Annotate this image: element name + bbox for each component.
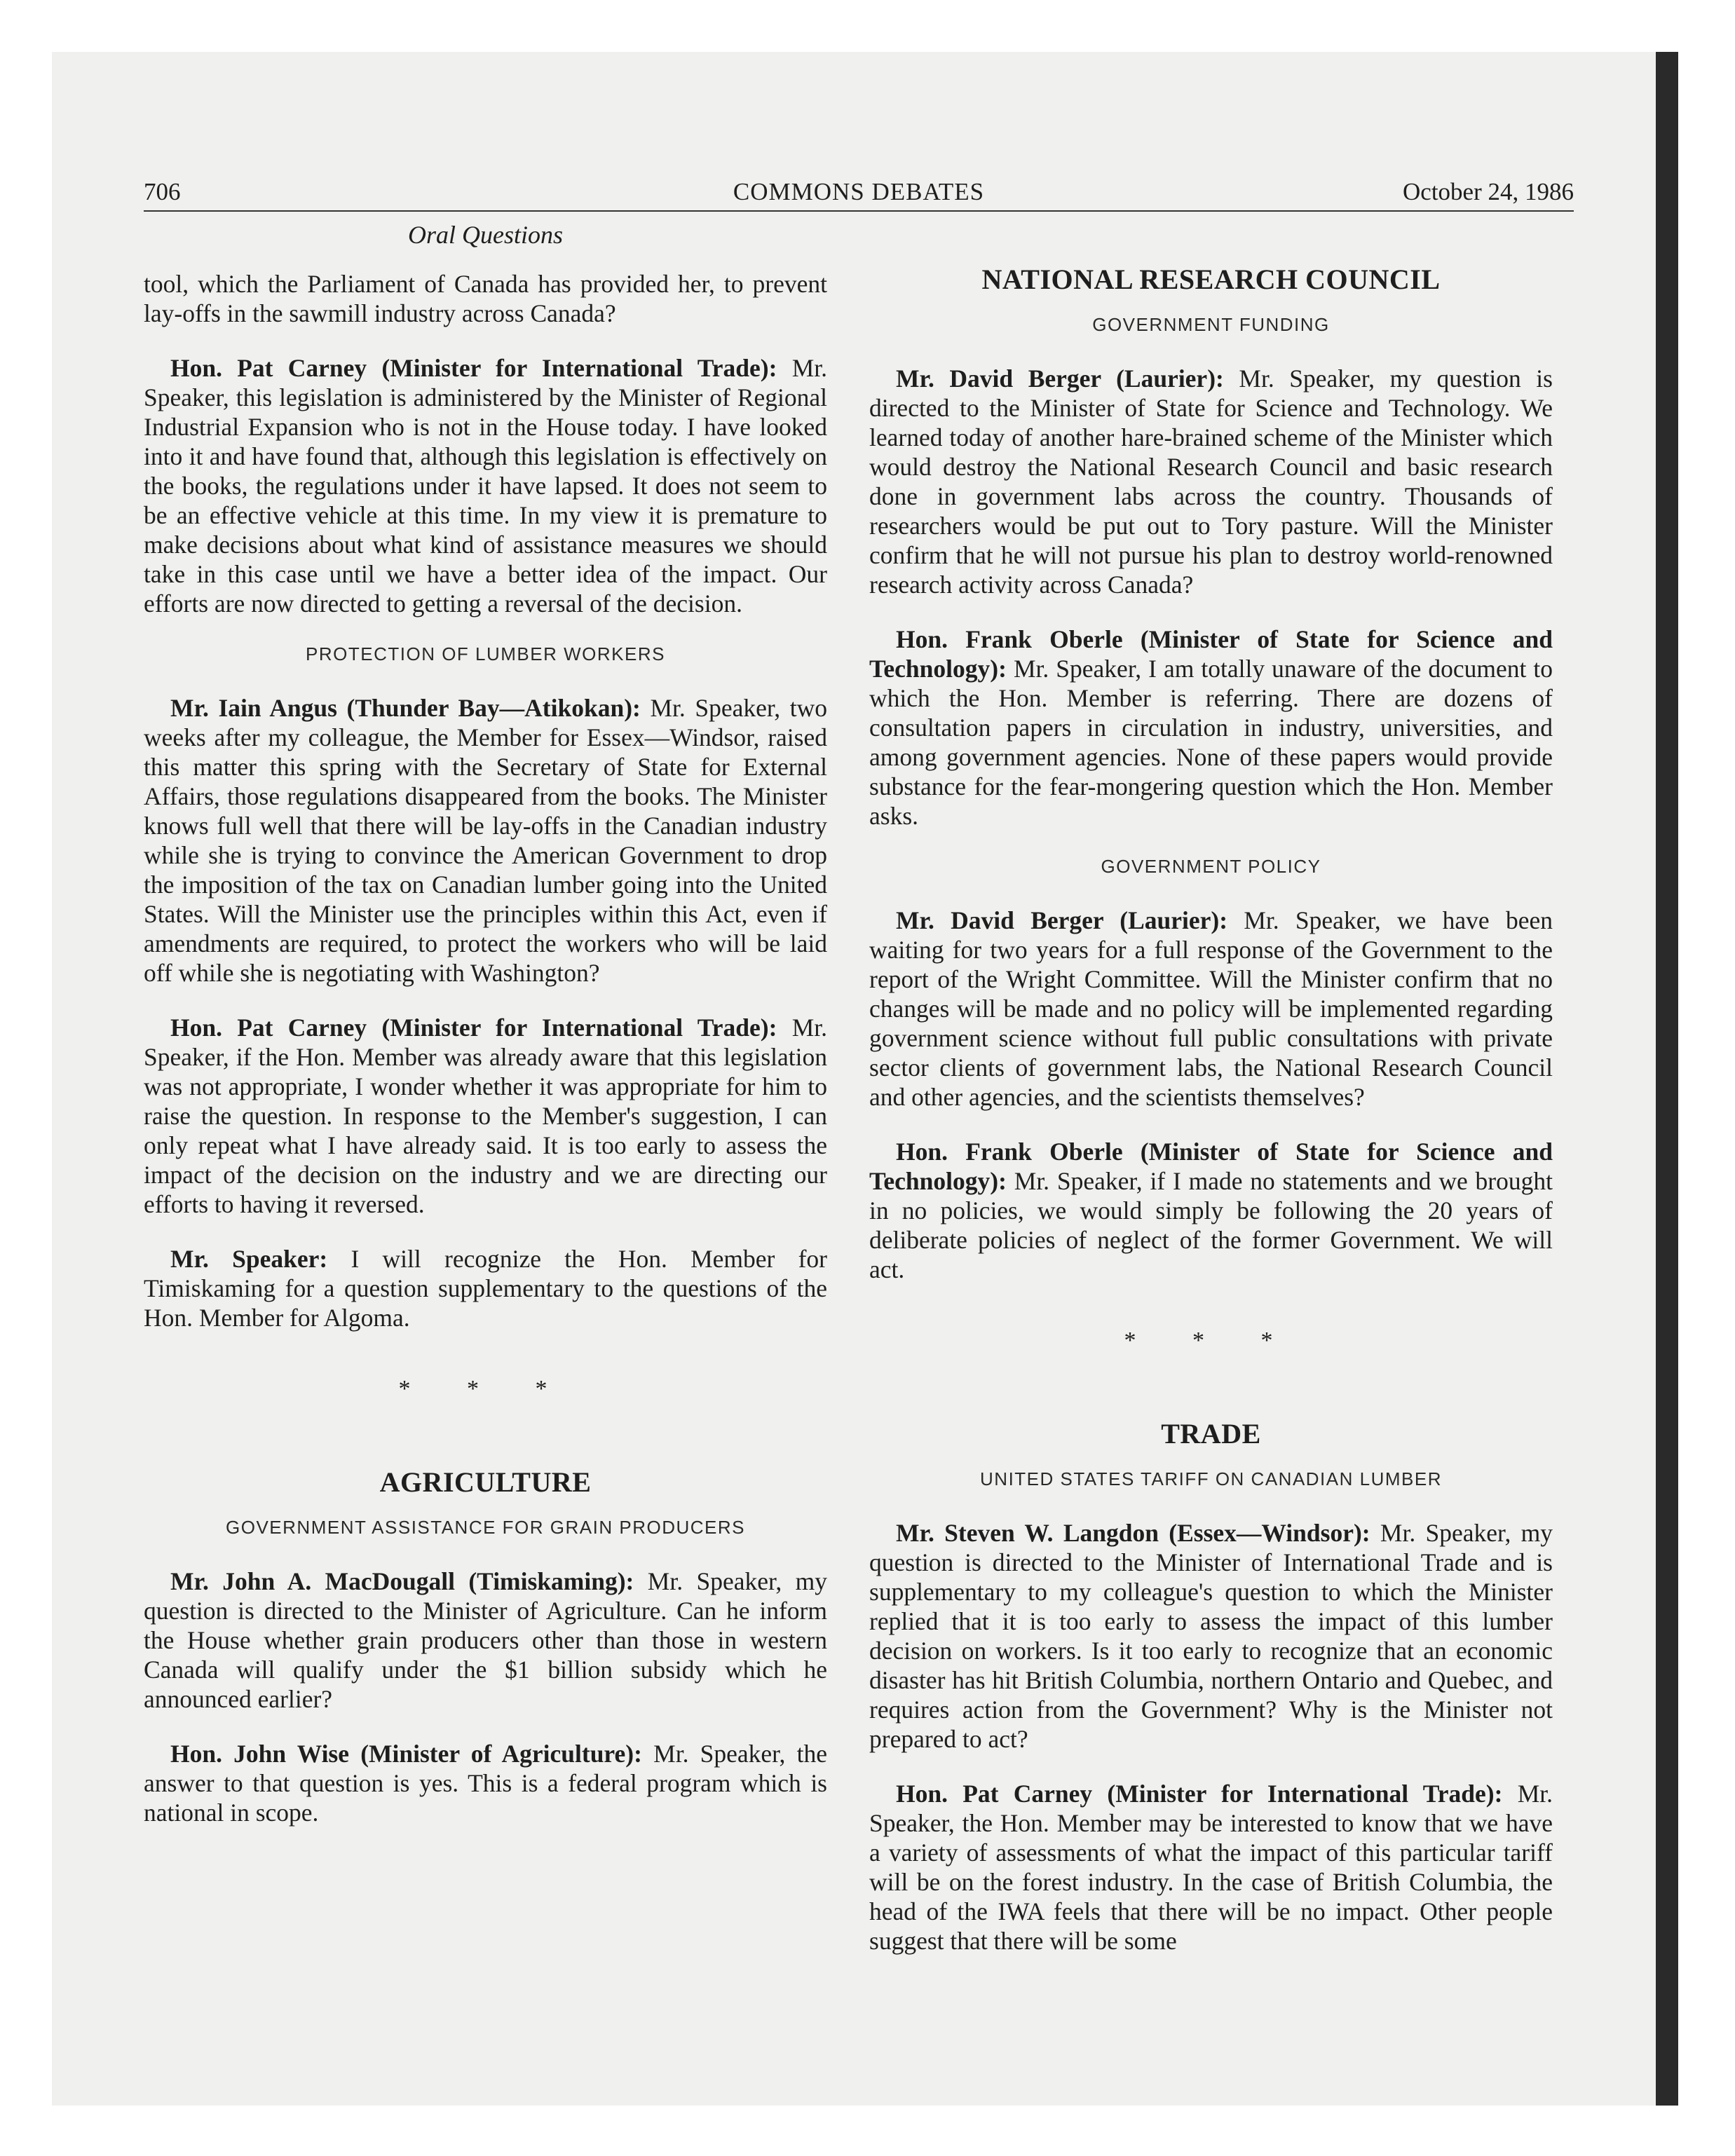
right-column bbox=[869, 263, 1553, 1981]
section-separator: * * * bbox=[1124, 1328, 1298, 1353]
speaker-name: Mr. Speaker: bbox=[170, 1245, 328, 1273]
subheading-tariff: UNITED STATES TARIFF ON CANADIAN LUMBER bbox=[980, 1468, 1442, 1489]
speech-text: Mr. Speaker, I am totally unaware of the document to which the Hon. Member is referring. There are dozens of consultation papers in circulation in industry, universities, and among government agencies. None of these papers would provide substance for the fear-mongering question which the Hon. Member asks. bbox=[869, 655, 1553, 830]
speech-carney-3 bbox=[869, 1779, 1553, 1956]
subheading-protection: PROTECTION OF LUMBER WORKERS bbox=[306, 643, 665, 664]
speaker-name: Mr. David Berger (Laurier): bbox=[896, 906, 1228, 934]
subheading-policy: GOVERNMENT POLICY bbox=[1101, 856, 1321, 877]
speaker-name: Hon. John Wise (Minister of Agriculture): bbox=[170, 1740, 642, 1768]
speaker-name: Mr. John A. MacDougall (Timiskaming): bbox=[170, 1567, 634, 1595]
speech-text: Mr. Speaker, this legislation is administered by the Minister of Regional Industrial Expansion who is not in the House today. I have looked into it and have found that, although this legislation is effectively on the books, the regulations under it have lapsed. It does not seem to be an effective vehicle at this time. In my view it is premature to make decisions about what kind of assistance measures we should take in this case until we have a better idea of the impact. Our efforts are now directed to getting a reversal of the decision. bbox=[144, 354, 828, 618]
subheading-grain: GOVERNMENT ASSISTANCE FOR GRAIN PRODUCERS bbox=[226, 1517, 745, 1538]
publication-title: COMMONS DEBATES bbox=[733, 178, 985, 205]
speaker-name: Hon. Pat Carney (Minister for International Trade): bbox=[170, 1014, 777, 1042]
speech-text: Mr. Speaker, the answer to that question is yes. This is a federal program which is national in scope. bbox=[144, 1740, 827, 1827]
speech-text: Mr. Speaker, my question is directed to the Minister of International Trade and is supplementary to my colleague's question to which the Minister replied that it is too early to assess the impact of this lumber decision on workers. Is it too early to recognize that an economic disaster has hit British Columbia, northern Ontario and Quebec, and requires action from the Government? Why is the Minister not prepared to act? bbox=[869, 1519, 1553, 1753]
speech-text: Mr. Speaker, if the Hon. Member was already aware that this legislation was not appropriate, I wonder whether it was appropriate for him to raise the question. In response to the Member's suggestion, I can only repeat what I have already said. It is too early to assess the impact of the decision on the industry and we are directing our efforts to having it reversed. bbox=[144, 1014, 828, 1218]
speech-text: Mr. Speaker, if I made no statements and we brought in no policies, we would simply be following the 20 years of deliberate policies of neglect of the former Government. We will act. bbox=[869, 1167, 1553, 1283]
speech-angus bbox=[144, 693, 827, 988]
speech-text: Mr. Speaker, my question is directed to the Minister of Agriculture. Can he inform the House whether grain producers other than those in western Canada will qualify under the $1 billion subsidy which he announced earlier? bbox=[144, 1567, 827, 1713]
speech-text: Mr. Speaker, two weeks after my colleague, the Member for Essex—Windsor, raised this matter this spring with the Secretary of State for External Affairs, those regulations disappeared from the books. The Minister knows full well that there will be lay-offs in the Canadian industry while she is trying to convince the American Government to drop the imposition of the tax on Canadian lumber going into the United States. Will the Minister use the principles within this Act, even if amendments are required, to protect the workers who will be laid off while she is negotiating with Washington? bbox=[144, 694, 827, 987]
subheading-funding: GOVERNMENT FUNDING bbox=[1092, 314, 1330, 335]
page-number: 706 bbox=[144, 178, 181, 205]
speech-carney-2 bbox=[144, 1013, 827, 1219]
speech-langdon bbox=[869, 1518, 1553, 1754]
speech-text: Mr. Speaker, my question is directed to the Minister of State for Science and Technology. We learned today of another hare-brained scheme of the Minister which would destroy the National Research Council and basic research done in government labs across the country. Thousands of researchers would be put out to Tory pasture. Will the Minister confirm that he will not pursue his plan to destroy world-renowned research activity across Canada? bbox=[869, 364, 1553, 599]
speaker-name: Hon. Frank Oberle (Minister of State for Science and Technology): bbox=[869, 625, 1553, 683]
speaker-name: Hon. Pat Carney (Minister for International Trade): bbox=[896, 1780, 1503, 1808]
speaker-name: Mr. Iain Angus (Thunder Bay—Atikokan): bbox=[170, 694, 641, 722]
speech-speaker bbox=[144, 1244, 827, 1332]
heading-nrc: NATIONAL RESEARCH COUNCIL bbox=[981, 264, 1441, 295]
speech-carney-1 bbox=[144, 353, 827, 618]
speaker-name: Hon. Pat Carney (Minister for International Trade): bbox=[170, 354, 777, 382]
heading-trade: TRADE bbox=[1161, 1418, 1261, 1449]
left-column bbox=[144, 217, 827, 1853]
speech-text: Mr. Speaker, the Hon. Member may be interested to know that we have a variety of assessments of what the impact of this particular tariff will be on the forest industry. In the case of British Columbia, the head of the IWA feels that there will be no impact. Other people suggest that there will be some bbox=[869, 1780, 1553, 1955]
speech-text: Mr. Speaker, we have been waiting for two years for a full response of the Government to the report of the Wright Committee. Will the Minister confirm that no changes will be made and no policy will be implemented regarding government science without full public consultations with private sector clients of government labs, the National Research Council and other agencies, and the scientists themselves? bbox=[869, 906, 1553, 1111]
speaker-name: Mr. Steven W. Langdon (Essex—Windsor): bbox=[896, 1519, 1370, 1547]
section-separator: * * * bbox=[398, 1376, 573, 1402]
speech-oberle-1 bbox=[869, 625, 1553, 831]
page-header bbox=[144, 175, 1574, 212]
speech-macdougall bbox=[144, 1567, 827, 1714]
speech-berger-1 bbox=[869, 364, 1553, 599]
speaker-name: Hon. Frank Oberle (Minister of State for Science and Technology): bbox=[869, 1138, 1553, 1195]
paragraph-continued: tool, which the Parliament of Canada has provided her, to prevent lay-offs in the sawmill industry across Canada? bbox=[144, 270, 827, 327]
binding-edge bbox=[1656, 52, 1678, 2106]
heading-agriculture: AGRICULTURE bbox=[379, 1466, 592, 1498]
speech-berger-2 bbox=[869, 906, 1553, 1112]
speech-oberle-2 bbox=[869, 1137, 1553, 1284]
publication-date: October 24, 1986 bbox=[1403, 178, 1574, 205]
section-label: Oral Questions bbox=[407, 221, 563, 249]
speech-wise bbox=[144, 1739, 827, 1827]
speech-text: I will recognize the Hon. Member for Timiskaming for a question supplementary to the questions of the Hon. Member for Algoma. bbox=[144, 1245, 827, 1332]
speaker-name: Mr. David Berger (Laurier): bbox=[896, 364, 1224, 393]
